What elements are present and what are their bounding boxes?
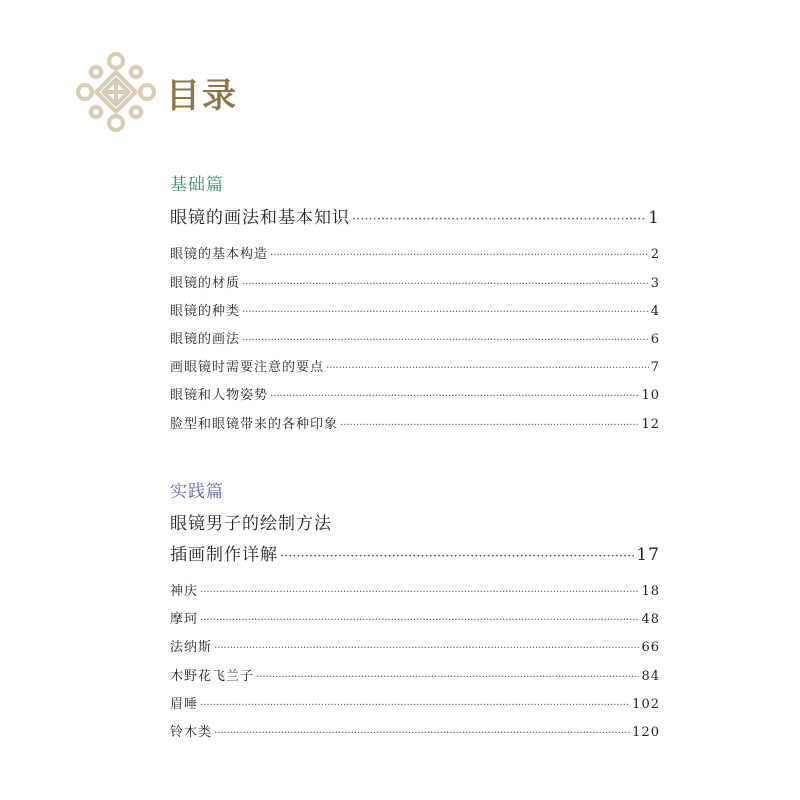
entry-page: 3 xyxy=(650,276,660,291)
toc-entry[interactable] xyxy=(170,356,660,375)
entry-page: 48 xyxy=(641,612,660,627)
toc-entry[interactable] xyxy=(170,665,660,684)
toc-entry[interactable] xyxy=(170,693,660,712)
entry-title: 神庆 xyxy=(170,584,199,599)
toc-header xyxy=(74,50,238,134)
entry-page: 18 xyxy=(641,584,660,599)
entry-title: 铃木类 xyxy=(170,725,213,740)
entry-title: 木野花飞兰子 xyxy=(170,669,255,684)
leader-dots xyxy=(242,307,649,318)
leader-dots xyxy=(200,700,630,711)
entry-title: 插画制作详解 xyxy=(170,545,278,565)
entry-title: 眼镜的基本构造 xyxy=(170,247,269,262)
toc-main-entry[interactable] xyxy=(170,203,660,228)
entry-page: 4 xyxy=(650,304,660,319)
page-title: 目录 xyxy=(166,75,238,116)
entry-title: 眼镜和人物姿势 xyxy=(170,388,269,403)
entry-page: 6 xyxy=(650,332,660,347)
section-subtitle: 眼镜男子的绘制方法 xyxy=(170,514,332,534)
entry-page: 120 xyxy=(632,725,660,740)
leader-dots xyxy=(242,279,649,290)
leader-dots xyxy=(280,549,634,564)
toc-entry[interactable] xyxy=(170,300,660,319)
entry-page: 12 xyxy=(641,417,660,432)
leader-dots xyxy=(214,643,639,654)
entry-title: 法纳斯 xyxy=(170,640,213,655)
leader-dots xyxy=(200,615,639,626)
leader-dots xyxy=(326,363,649,374)
leader-dots xyxy=(352,212,646,227)
entry-page: 102 xyxy=(632,697,660,712)
entry-page: 1 xyxy=(648,208,660,228)
entry-page: 2 xyxy=(650,247,660,262)
entry-title: 眼镜的画法和基本知识 xyxy=(170,208,350,228)
leader-dots xyxy=(242,335,649,346)
entry-title: 眉唾 xyxy=(170,697,199,712)
entry-page: 10 xyxy=(641,388,660,403)
toc-entry[interactable] xyxy=(170,636,660,655)
toc-entry[interactable] xyxy=(170,243,660,262)
toc-entry[interactable] xyxy=(170,328,660,347)
toc-entry[interactable] xyxy=(170,272,660,291)
entry-page: 7 xyxy=(650,360,660,375)
toc-entry[interactable] xyxy=(170,580,660,599)
section-label: 实践篇 xyxy=(170,482,224,502)
entry-page: 84 xyxy=(641,669,660,684)
entry-title: 眼镜的种类 xyxy=(170,304,241,319)
entry-title: 眼镜的画法 xyxy=(170,332,241,347)
entry-page: 66 xyxy=(641,640,660,655)
leader-dots xyxy=(214,728,630,739)
entry-title: 眼镜的材质 xyxy=(170,276,241,291)
leader-dots xyxy=(340,420,639,431)
toc-entry[interactable] xyxy=(170,413,660,432)
leader-dots xyxy=(270,391,639,402)
entry-title: 脸型和眼镜带来的各种印象 xyxy=(170,417,339,432)
leader-dots xyxy=(270,250,649,261)
toc-entry[interactable] xyxy=(170,721,660,740)
leader-dots xyxy=(200,587,639,598)
chinese-knot-icon xyxy=(74,50,158,134)
entry-title: 摩珂 xyxy=(170,612,199,627)
toc-entry[interactable] xyxy=(170,384,660,403)
entry-page: 17 xyxy=(636,545,660,565)
toc-entry[interactable] xyxy=(170,608,660,627)
section-label: 基础篇 xyxy=(170,175,224,195)
leader-dots xyxy=(256,672,639,683)
toc-main-entry[interactable] xyxy=(170,540,660,565)
entry-title: 画眼镜时需要注意的要点 xyxy=(170,360,325,375)
